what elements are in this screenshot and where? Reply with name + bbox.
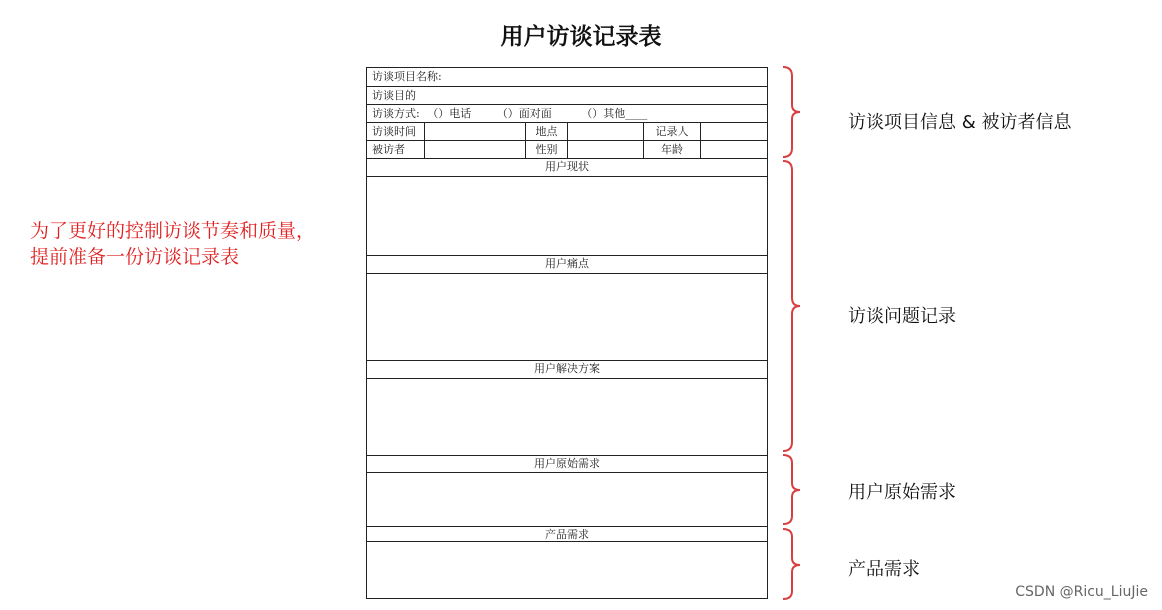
method-label: 访谈方式: [372, 107, 420, 120]
interviewee-label: 被访者 [367, 141, 425, 158]
purpose-label: 访谈目的 [372, 89, 416, 102]
gender-label: 性别 [526, 141, 568, 158]
place-label: 地点 [526, 123, 568, 140]
section-header-solution: 用户解决方案 [367, 361, 767, 379]
annotation-product-needs: 产品需求 [848, 559, 920, 580]
recorder-label: 记录人 [644, 123, 701, 140]
bracket-info [783, 67, 800, 157]
page-title: 用户访谈记录表 [500, 24, 662, 50]
method-option-other: （）其他____ [581, 107, 648, 120]
annotation-questions: 访谈问题记录 [848, 306, 956, 327]
project-name-label: 访谈项目名称: [372, 70, 442, 83]
annotation-raw-needs: 用户原始需求 [848, 482, 956, 503]
method-option-face: （）面对面 [496, 107, 552, 120]
bracket-questions [783, 161, 800, 451]
annotation-info: 访谈项目信息 & 被访者信息 [848, 112, 1072, 133]
watermark: CSDN @Ricu_LiuJie [1015, 584, 1148, 600]
section-header-raw-needs: 用户原始需求 [367, 456, 767, 473]
time-label: 访谈时间 [367, 123, 425, 140]
section-header-product-needs: 产品需求 [367, 527, 767, 542]
red-note: 为了更好的控制访谈节奏和质量，提前准备一份访谈记录表 [30, 220, 316, 268]
age-label: 年龄 [644, 141, 701, 158]
bracket-product-needs [783, 529, 800, 599]
section-header-pain: 用户痛点 [367, 256, 767, 274]
section-header-status: 用户现状 [367, 159, 767, 177]
bracket-raw-needs [783, 455, 800, 524]
method-option-phone: （）电话 [427, 107, 472, 120]
